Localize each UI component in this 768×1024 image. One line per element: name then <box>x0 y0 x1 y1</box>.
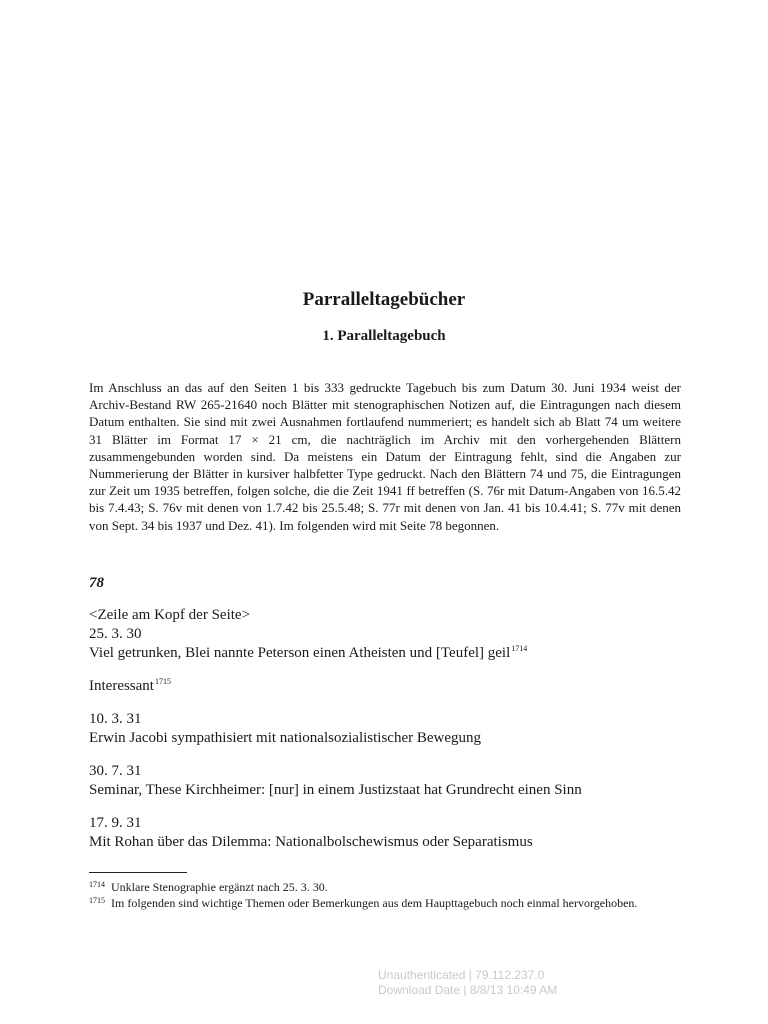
entry-text-content: Viel getrunken, Blei nannte Peterson einen Atheisten und [Teufel] geil <box>89 645 511 661</box>
page-title: Parralleltagebücher <box>302 289 466 310</box>
entry-text: Seminar, These Kirchheimer: [nur] in einem Justizstaat hat Grundrecht einen Sinn <box>89 782 582 798</box>
footnote <box>89 895 681 911</box>
diary-entry <box>89 677 689 696</box>
footnote-divider <box>89 872 187 873</box>
entry-line: <Zeile am Kopf der Seite> <box>89 607 251 623</box>
diary-entry <box>89 762 689 800</box>
entry-date: 10. 3. 31 <box>89 711 142 727</box>
watermark-line: Download Date | 8/8/13 10:49 AM <box>378 983 558 997</box>
entry-text: Mit Rohan über das Dilemma: Nationalbolschewismus oder Separatismus <box>89 834 533 850</box>
entry-text <box>89 644 689 663</box>
footnote-ref[interactable]: 1715 <box>154 677 171 686</box>
diary-entries <box>89 606 689 866</box>
footnote-number: 1715 <box>89 896 105 905</box>
footnote-text: Unklare Stenographie ergänzt nach 25. 3. 30. <box>111 880 328 894</box>
diary-entry <box>89 814 689 852</box>
footnote-ref[interactable]: 1714 <box>511 644 528 653</box>
diary-entry <box>89 606 689 663</box>
entry-text: Erwin Jacobi sympathisiert mit nationalsozialistischer Bewegung <box>89 730 481 746</box>
footnotes <box>89 879 681 911</box>
entry-date: 30. 7. 31 <box>89 763 142 779</box>
footnote-text: Im folgenden sind wichtige Themen oder Bemerkungen aus dem Haupttagebuch noch einmal hervorgehoben. <box>111 896 638 910</box>
footnote-number: 1714 <box>89 880 105 889</box>
entry-text-content: Interessant <box>89 678 154 694</box>
entry-text <box>89 677 689 696</box>
access-watermark <box>330 968 630 998</box>
watermark-line: Unauthenticated | 79.112.237.0 <box>378 968 545 982</box>
entry-date: 17. 9. 31 <box>89 815 142 831</box>
intro-paragraph: Im Anschluss an das auf den Seiten 1 bis 333 gedruckte Tagebuch bis zum Datum 30. Juni 1934 weist der Archiv-Bestand RW 265-21640 noch Blätter mit stenographischen Notizen auf, die Eintragungen nach diesem Datum enthalten. Sie sind mit zwei Ausnahmen fortlaufend nummeriert; es handelt sich ab Blatt 74 um weitere 31 Blätter im Format 17 × 21 cm, die nachträglich im Archiv mit den vorhergehenden Blättern zusammengebunden worden sind. Da meistens ein Datum der Eintragung fehlt, sind die Angaben zur Nummerierung der Blätter in kursiver halbfetter Type gedruckt. Nach den Blättern 74 und 75, die Eintragungen zur Zeit um 1935 betreffen, folgen solche, die die Zeit 1941 ff betreffen (S. 76r mit Datum-Angaben von 16.5.42 bis 7.4.43; S. 76v mit denen von 1.7.42 bis 25.5.48; S. 77r mit denen von Jan. 41 bis 10.4.41; S. 77v mit denen von Sept. 34 bis 1937 und Dez. 41). Im folgenden wird mit Seite 78 begonnen. <box>89 380 681 533</box>
section-title: 1. Paralleltagebuch <box>322 328 446 344</box>
footnote <box>89 879 681 895</box>
manuscript-page-number: 78 <box>89 575 104 591</box>
entry-date: 25. 3. 30 <box>89 626 142 642</box>
diary-entry <box>89 710 689 748</box>
